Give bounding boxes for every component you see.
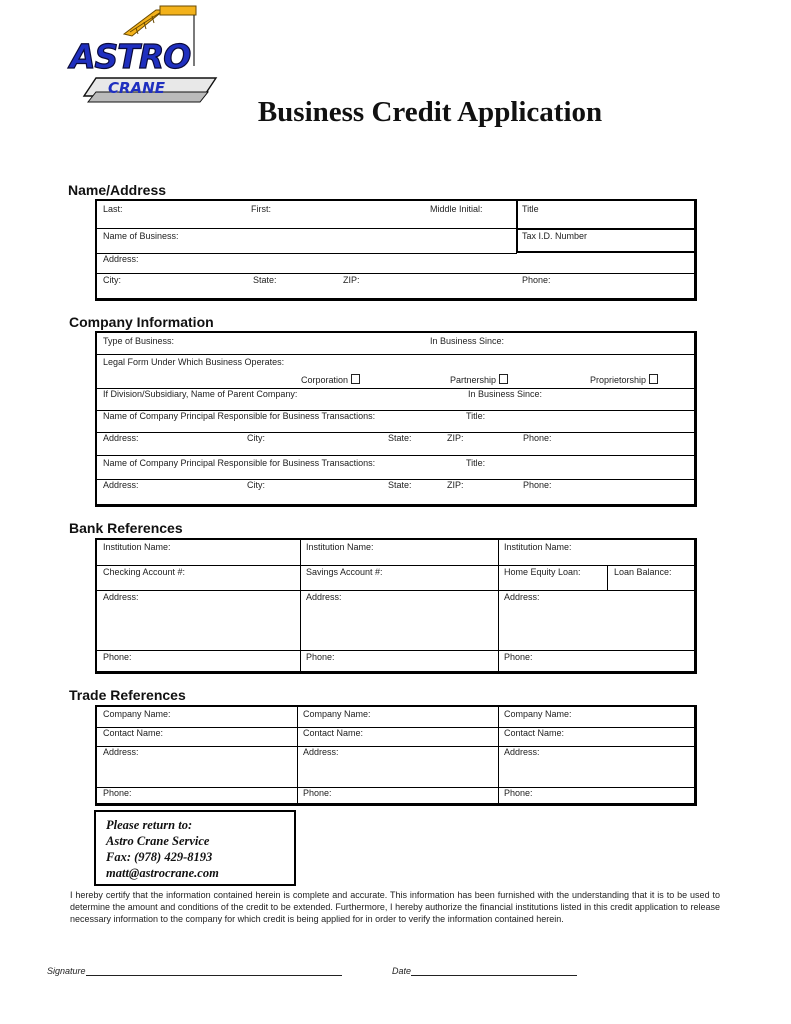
bank-3-institution-field[interactable]: Institution Name:	[504, 542, 572, 552]
proprietorship-checkbox[interactable]	[649, 374, 658, 384]
trade-2-company-field[interactable]: Company Name:	[303, 709, 371, 719]
trade-3-contact-field[interactable]: Contact Name:	[504, 728, 565, 738]
principal-2-city-field[interactable]: City:	[247, 480, 265, 490]
title-field[interactable]: Title	[522, 204, 539, 214]
principal-2-title-field[interactable]: Title:	[466, 458, 486, 468]
corporation-label: Corporation	[301, 375, 349, 385]
principal-1-phone-field[interactable]: Phone:	[523, 433, 552, 443]
date-label: Date	[392, 966, 412, 976]
trade-1-contact-field[interactable]: Contact Name:	[103, 728, 164, 738]
bank-3-address-field[interactable]: Address:	[504, 592, 540, 602]
section-heading-bank-references: Bank References	[69, 520, 183, 536]
bank-2-address-field[interactable]: Address:	[306, 592, 342, 602]
astro-crane-logo	[66, 4, 236, 108]
bank-2-institution-field[interactable]: Institution Name:	[306, 542, 374, 552]
legal-form-label: Legal Form Under Which Business Operates:	[103, 357, 285, 367]
logo-bottom-text: CRANE	[108, 79, 165, 97]
company-name: Astro Crane Service	[106, 834, 210, 848]
signature-label: Signature	[47, 966, 86, 976]
home-equity-loan-field[interactable]: Home Equity Loan:	[504, 567, 581, 577]
parent-in-business-since-field[interactable]: In Business Since:	[468, 389, 543, 399]
principal-1-address-field[interactable]: Address:	[103, 433, 139, 443]
logo-top-text: ASTRO	[70, 37, 191, 76]
section-heading-trade-references: Trade References	[69, 687, 186, 703]
state-field[interactable]: State:	[253, 275, 277, 285]
principal-1-title-field[interactable]: Title:	[466, 411, 486, 421]
principal-2-zip-field[interactable]: ZIP:	[447, 480, 464, 490]
city-field[interactable]: City:	[103, 275, 121, 285]
partnership-checkbox[interactable]	[499, 374, 508, 384]
corporation-checkbox[interactable]	[351, 374, 360, 384]
bank-references-box	[95, 538, 697, 674]
return-to-label: Please return to:	[106, 818, 193, 832]
bank-1-phone-field[interactable]: Phone:	[103, 652, 132, 662]
principal-1-city-field[interactable]: City:	[247, 433, 265, 443]
bank-1-address-field[interactable]: Address:	[103, 592, 139, 602]
signature-underline[interactable]	[86, 975, 342, 976]
trade-3-company-field[interactable]: Company Name:	[504, 709, 572, 719]
parent-company-field[interactable]: If Division/Subsidiary, Name of Parent Company:	[103, 389, 298, 399]
trade-1-company-field[interactable]: Company Name:	[103, 709, 171, 719]
trade-3-phone-field[interactable]: Phone:	[504, 788, 533, 798]
tax-id-field[interactable]: Tax I.D. Number	[522, 231, 588, 241]
type-of-business-field[interactable]: Type of Business:	[103, 336, 175, 346]
fax-number: Fax: (978) 429-8193	[106, 850, 213, 864]
first-name-field[interactable]: First:	[251, 204, 271, 214]
principal-1-state-field[interactable]: State:	[388, 433, 412, 443]
in-business-since-field[interactable]: In Business Since:	[430, 336, 505, 346]
savings-account-field[interactable]: Savings Account #:	[306, 567, 383, 577]
principal-2-name-field[interactable]: Name of Company Principal Responsible for Business Transactions:	[103, 458, 376, 468]
certification-text: I hereby certify that the information contained herein is complete and accurate. This information has been furnished with the understanding that it is to be used to determine the amount and conditions of the credit to be extended. Furthermore, I hereby authorize the financial institutions listed in this credit application to release necessary information to the company for which credit is being applied for in order to verify the information contained herein.	[70, 890, 720, 924]
bank-2-phone-field[interactable]: Phone:	[306, 652, 335, 662]
signature-line[interactable]	[47, 966, 342, 976]
principal-1-name-field[interactable]: Name of Company Principal Responsible for Business Transactions:	[103, 411, 376, 421]
page-title: Business Credit Application	[257, 96, 603, 128]
last-name-field[interactable]: Last:	[103, 204, 123, 214]
date-line[interactable]	[392, 966, 577, 976]
address-field[interactable]: Address:	[103, 254, 139, 264]
zip-field[interactable]: ZIP:	[343, 275, 360, 285]
name-address-box	[95, 199, 697, 301]
business-name-field[interactable]: Name of Business:	[103, 231, 179, 241]
middle-initial-field[interactable]: Middle Initial:	[430, 204, 483, 214]
principal-2-address-field[interactable]: Address:	[103, 480, 139, 490]
phone-field[interactable]: Phone:	[522, 275, 551, 285]
principal-2-state-field[interactable]: State:	[388, 480, 412, 490]
return-address-box	[94, 810, 296, 886]
checking-account-field[interactable]: Checking Account #:	[103, 567, 186, 577]
proprietorship-option[interactable]	[590, 374, 658, 385]
date-underline[interactable]	[411, 975, 577, 976]
partnership-label: Partnership	[450, 375, 497, 385]
trade-2-address-field[interactable]: Address:	[303, 747, 339, 757]
principal-2-phone-field[interactable]: Phone:	[523, 480, 552, 490]
trade-1-address-field[interactable]: Address:	[103, 747, 139, 757]
partnership-option[interactable]	[450, 374, 508, 385]
section-heading-company-info: Company Information	[69, 314, 214, 330]
loan-balance-field[interactable]: Loan Balance:	[614, 567, 672, 577]
trade-2-phone-field[interactable]: Phone:	[303, 788, 332, 798]
corporation-option[interactable]	[301, 374, 360, 385]
principal-1-zip-field[interactable]: ZIP:	[447, 433, 464, 443]
section-heading-name-address: Name/Address	[68, 182, 167, 198]
trade-1-phone-field[interactable]: Phone:	[103, 788, 132, 798]
trade-3-address-field[interactable]: Address:	[504, 747, 540, 757]
trade-references-box	[95, 705, 697, 806]
trade-2-contact-field[interactable]: Contact Name:	[303, 728, 364, 738]
bank-3-phone-field[interactable]: Phone:	[504, 652, 533, 662]
bank-1-institution-field[interactable]: Institution Name:	[103, 542, 171, 552]
proprietorship-label: Proprietorship	[590, 375, 647, 385]
email-address[interactable]: matt@astrocrane.com	[106, 866, 219, 880]
